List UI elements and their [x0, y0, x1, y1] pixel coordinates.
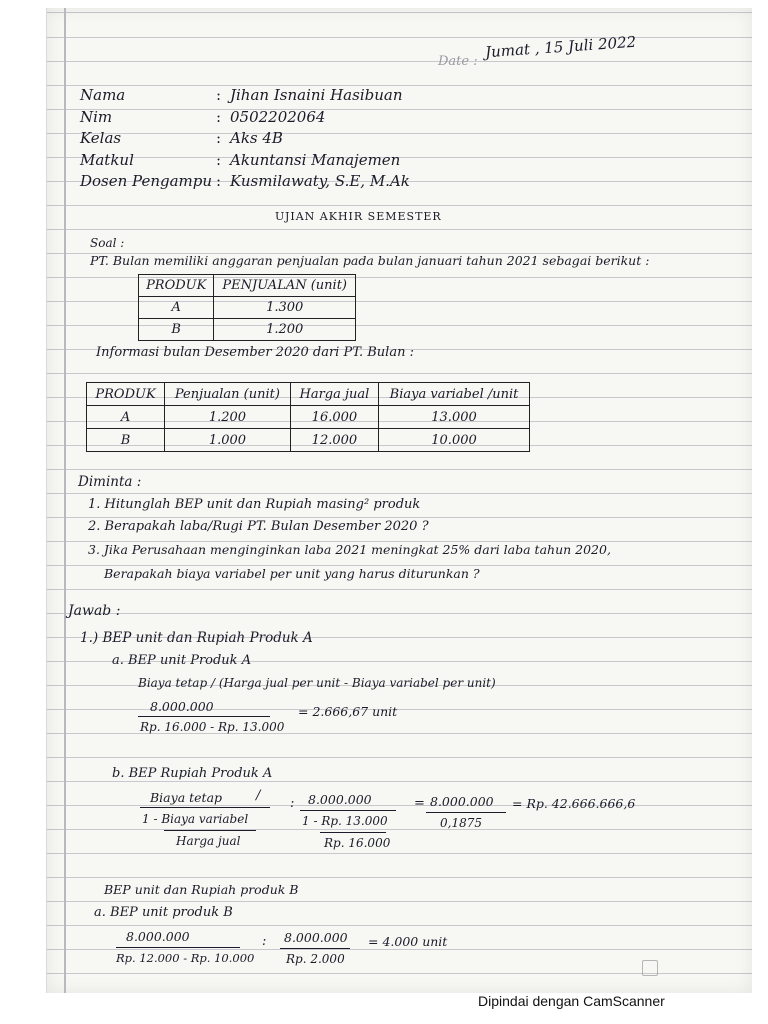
fraction-line: [320, 832, 386, 833]
table-header-cell: PRODUK: [139, 275, 214, 297]
asked-item: 2. Berapakah laba/Rugi PT. Bulan Desember 2020 ?: [88, 519, 429, 534]
colon: :: [216, 86, 222, 104]
identity-label-nim: Nim: [80, 108, 113, 126]
table-header-cell: Biaya variabel /unit: [379, 383, 530, 406]
identity-value-matkul: Akuntansi Manajemen: [230, 151, 401, 169]
table-cell: 12.000: [290, 429, 378, 452]
a-result: = 2.666,67 unit: [298, 704, 398, 719]
b-title: b. BEP Rupiah Produk A: [112, 766, 273, 781]
bu-numerator: 8.000.000: [126, 929, 190, 944]
answer-section-a: 1.) BEP unit dan Rupiah Produk A: [80, 630, 313, 646]
identity-value-kelas: Aks 4B: [230, 129, 283, 147]
table-cell: 1.300: [214, 297, 356, 319]
table-cell: 1.200: [214, 319, 356, 341]
identity-label-nama: Nama: [80, 86, 126, 104]
bu-result: = 4.000 unit: [368, 934, 448, 949]
table-cell: 16.000: [290, 406, 378, 429]
date-value: Jumat , 15 Juli 2022: [484, 32, 637, 62]
b-den-2a: 1 - Rp. 13.000: [302, 814, 388, 828]
margin-line: [64, 8, 66, 993]
fraction-line: [116, 947, 240, 948]
fraction-line: [300, 810, 396, 811]
table-cell: 10.000: [379, 429, 530, 452]
bu-denominator-2: Rp. 2.000: [286, 952, 345, 966]
colon: :: [216, 172, 222, 190]
fraction-line: [138, 716, 270, 717]
answer-label: Jawab :: [68, 603, 121, 619]
bu-denominator: Rp. 12.000 - Rp. 10.000: [116, 951, 255, 965]
b-numerator-3: 8.000.000: [430, 794, 494, 809]
table-cell: 1.000: [165, 429, 291, 452]
equals: =: [414, 796, 425, 811]
table-cell: 13.000: [379, 406, 530, 429]
table-cell: B: [139, 319, 214, 341]
identity-label-matkul: Matkul: [80, 151, 134, 169]
fraction-line: [164, 830, 256, 831]
identity-value-nim: 0502202064: [230, 108, 326, 126]
a-formula: Biaya tetap / (Harga jual per unit - Biaya variabel per unit): [138, 676, 496, 690]
table-row: [139, 319, 356, 341]
colon: :: [216, 151, 222, 169]
table-header-cell: PENJUALAN (unit): [214, 275, 356, 297]
exam-title: UJIAN AKHIR SEMESTER: [275, 210, 442, 223]
a-unit-title: a. BEP unit Produk A: [112, 653, 252, 668]
december-table: [86, 382, 530, 452]
equals: :: [262, 934, 267, 949]
table-cell: 1.200: [165, 406, 291, 429]
b-formula-numerator: Biaya tetap: [150, 790, 223, 805]
fraction-line: [140, 807, 270, 808]
colon: :: [216, 129, 222, 147]
asked-item: Berapakah biaya variabel per unit yang harus diturunkan ?: [104, 566, 480, 581]
identity-label-kelas: Kelas: [80, 129, 122, 147]
question-intro: PT. Bulan memiliki anggaran penjualan pada bulan januari tahun 2021 sebagai berikut :: [90, 253, 650, 268]
fraction-line: [280, 948, 350, 949]
info-text: Informasi bulan Desember 2020 dari PT. Bulan :: [96, 345, 414, 360]
b-formula-den1: 1 - Biaya variabel: [142, 812, 249, 826]
table-header-cell: PRODUK: [87, 383, 165, 406]
asked-label: Diminta :: [78, 474, 142, 490]
colon: :: [216, 108, 222, 126]
a-numerator: 8.000.000: [150, 699, 214, 714]
bu-title: a. BEP unit produk B: [94, 905, 233, 920]
identity-label-dosen: Dosen Pengampu: [80, 172, 213, 190]
table-row: [87, 429, 530, 452]
b-formula-den2: Harga jual: [176, 834, 241, 848]
table-header-row: [139, 275, 356, 297]
asked-item: 3. Jika Perusahaan menginginkan laba 2021 meningkat 25% dari laba tahun 2020,: [88, 542, 611, 557]
answer-section-b: BEP unit dan Rupiah produk B: [104, 882, 299, 897]
table-row: [139, 297, 356, 319]
table-header-cell: Penjualan (unit): [165, 383, 291, 406]
budget-table: [138, 274, 356, 341]
a-denominator: Rp. 16.000 - Rp. 13.000: [140, 720, 285, 734]
table-header-row: [87, 383, 530, 406]
asked-item: 1. Hitunglah BEP unit dan Rupiah masing² produk: [88, 497, 421, 512]
date-label: Date :: [438, 54, 478, 69]
b-numerator-2: 8.000.000: [308, 792, 372, 807]
b-den-2b: Rp. 16.000: [324, 836, 391, 850]
table-cell: A: [139, 297, 214, 319]
slash: /: [256, 788, 261, 803]
question-label: Soal :: [90, 236, 125, 250]
b-den-3: 0,1875: [440, 816, 482, 830]
table-cell: B: [87, 429, 165, 452]
table-row: [87, 406, 530, 429]
table-cell: A: [87, 406, 165, 429]
identity-value-nama: Jihan Isnaini Hasibuan: [230, 86, 403, 104]
table-header-cell: Harga jual: [290, 383, 378, 406]
bu-numerator-2: 8.000.000: [284, 930, 348, 945]
identity-value-dosen: Kusmilawaty, S.E, M.Ak: [230, 172, 410, 190]
b-result: = Rp. 42.666.666,6: [512, 796, 636, 811]
scanner-footer: Dipindai dengan CamScanner: [478, 993, 665, 1009]
fraction-line: [426, 812, 506, 813]
camscanner-logo-icon: [642, 960, 658, 976]
equals: :: [290, 796, 295, 811]
